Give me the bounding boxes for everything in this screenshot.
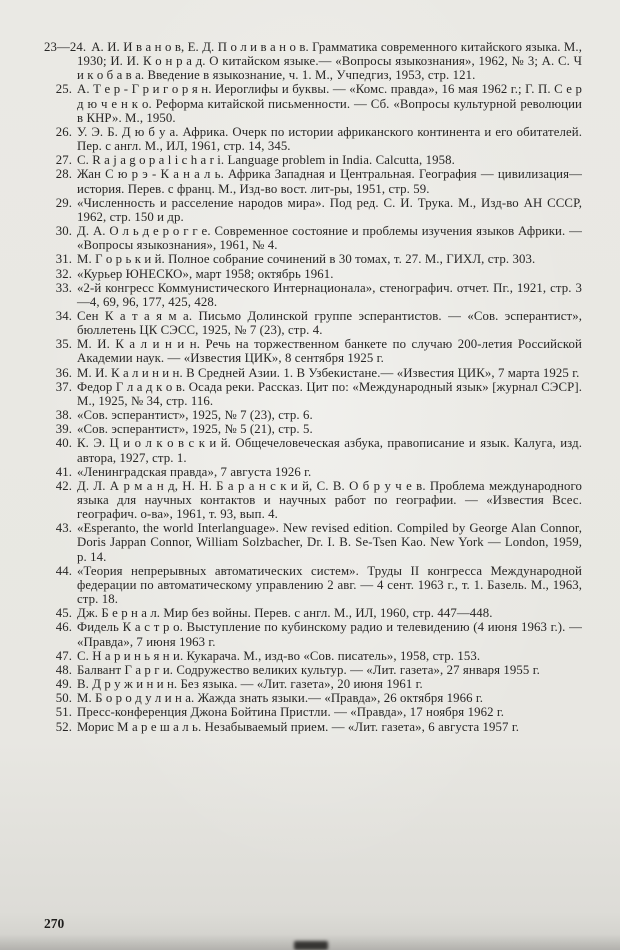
page-bottom-shadow <box>0 934 620 950</box>
entry-number: 23—24. <box>44 40 87 54</box>
list-item <box>44 720 582 734</box>
list-item <box>44 564 582 606</box>
entry-text: Морис М а р е ш а л ь. Незабываемый прием. — «Лит. газета», 6 августа 1957 г. <box>77 719 520 734</box>
entry-text: К. Э. Ц и о л к о в с к и й. Общечеловеческая азбука, правописание и язык. Калуга, изд. автора, 1927, стр. 1. <box>77 436 582 465</box>
entry-text: «Численность и расселение народов мира». Под ред. С. И. Трука. М., Изд-во АН СССР, 1962, стр. 150 и др. <box>77 195 582 224</box>
entry-text: «Сов. эсперантист», 1925, № 7 (23), стр. 6. <box>77 408 313 423</box>
entry-text: Федор Г л а д к о в. Осада реки. Рассказ. Цит по: «Международный язык» [журнал СЭСР]. М., 1925, № 34, стр. 116. <box>77 379 582 408</box>
entry-number: 35. <box>55 337 72 352</box>
entry-number: 27. <box>55 153 72 168</box>
entry-number: 36. <box>55 365 72 380</box>
list-item <box>44 281 582 309</box>
entry-text: В. Д р у ж и н и н. Без языка. — «Лит. газета», 20 июня 1961 г. <box>77 677 423 692</box>
list-item <box>44 663 582 677</box>
list-item <box>44 40 582 82</box>
entry-number: 25. <box>55 82 72 97</box>
entry-text: C. R a j a g o p a l i c h a r i. Language problem in India. Calcutta, 1958. <box>77 153 455 168</box>
entry-text: Д. Л. А р м а н д, Н. Н. Б а р а н с к и й, С. В. О б р у ч е в. Проблема международного языка для научных контактов и научных работ по географии. — «Известия Всес. географич. о-ва», 1961, т. 93, вып. 4. <box>77 478 582 522</box>
entry-text: А. Т е р - Г р и г о р я н. Иероглифы и буквы. — «Комс. правда», 16 мая 1962 г.; Г. П. С е р д ю ч е н к о. Реформа китайской письменности. — Сб. «Вопросы культурной революции в КНР». М., 1950. <box>77 82 582 125</box>
list-item <box>44 436 582 464</box>
list-item <box>44 224 582 252</box>
list-item <box>44 252 582 266</box>
list-item <box>44 677 582 691</box>
list-item <box>44 705 582 719</box>
entry-text: С. Н а р и н ь я н и. Кукарача. М., изд-во «Сов. писатель», 1958, стр. 153. <box>77 648 481 663</box>
list-item <box>44 649 582 663</box>
entry-number: 37. <box>55 379 72 394</box>
entry-number: 32. <box>55 266 72 281</box>
entry-text: У. Э. Б. Д ю б у а. Африка. Очерк по истории африканского континента и его обитателей. Пер. с англ. М., ИЛ, 1961, стр. 14, 345. <box>77 124 582 154</box>
list-item <box>44 366 582 380</box>
entry-number: 52. <box>55 719 72 734</box>
list-item <box>44 465 582 479</box>
entry-text: «Ленинградская правда», 7 августа 1926 г. <box>77 464 312 479</box>
entry-text: Жан С ю р э - К а н а л ь. Африка Западная и Центральная. География — цивилизация—история. Перев. с франц. М., Изд-во вост. лит-ры, 1951, стр. 59. <box>77 167 582 196</box>
entry-text: Д. А. О л ь д е р о г г е. Современное состояние и проблемы изучения языков Африки. — «Вопросы языкознания», 1961, № 4. <box>77 224 582 253</box>
entry-number: 30. <box>55 224 72 239</box>
entry-number: 49. <box>55 677 72 692</box>
list-item <box>44 479 582 521</box>
entry-text: А. И. И в а н о в, Е. Д. П о л и в а н о в. Грамматика современного китайского языка. М., 1930; И. И. К о н р а д. О китайском языке.— «Вопросы языкознания», 1962, № 3; А. С. Ч и к о б а в а. Введение в языкознание, ч. 1. М., Учпедгиз, 1953, стр. 121. <box>77 40 582 83</box>
entry-number: 41. <box>55 464 72 479</box>
entry-text: Пресс-конференция Джона Бойтина Пристли. — «Правда», 17 ноября 1962 г. <box>77 705 505 720</box>
entry-number: 33. <box>55 280 72 295</box>
entry-text: Дж. Б е р н а л. Мир без войны. Перев. с англ. М., ИЛ, 1960, стр. 447—448. <box>77 606 493 621</box>
list-item <box>44 82 582 124</box>
list-item <box>44 691 582 705</box>
entry-text: Фидель К а с т р о. Выступление по кубинскому радио и телевидению (4 июня 1963 г.). — «Правда», 7 июня 1963 г. <box>77 620 582 649</box>
entry-text: М. И. К а л и н и н. Речь на торжественном банкете по случаю 200-летия Российской Академии наук. — «Известия ЦИК», 8 сентября 1925 г. <box>77 337 582 366</box>
list-item <box>44 267 582 281</box>
entry-text: М. Б о р о д у л и н а. Жажда знать языки.— «Правда», 26 октября 1966 г. <box>77 691 484 706</box>
entry-number: 44. <box>55 563 72 578</box>
entry-number: 39. <box>55 422 72 437</box>
entry-number: 51. <box>55 705 72 720</box>
entry-text: «Теория непрерывных автоматических систем». Труды II конгресса Международной федерации по автоматическому управлению 2 авг. — 4 сент. 1963 г., т. 1. Базель. М., 1963, стр. 18. <box>77 563 582 607</box>
list-item <box>44 408 582 422</box>
entry-number: 40. <box>55 436 72 451</box>
bibliography-list <box>44 40 582 734</box>
list-item <box>44 309 582 337</box>
list-item <box>44 167 582 195</box>
entry-text: «Курьер ЮНЕСКО», март 1958; октябрь 1961. <box>77 266 334 281</box>
entry-number: 47. <box>55 648 72 663</box>
list-item <box>44 620 582 648</box>
entry-number: 28. <box>55 167 72 182</box>
entry-number: 48. <box>55 662 72 677</box>
entry-number: 42. <box>55 478 72 493</box>
entry-number: 26. <box>55 124 72 139</box>
list-item <box>44 422 582 436</box>
list-item <box>44 337 582 365</box>
entry-number: 38. <box>55 408 72 423</box>
entry-text: «Сов. эсперантист», 1925, № 5 (21), стр. 5. <box>77 422 313 437</box>
entry-text: Балвант Г а р г и. Содружество великих культур. — «Лит. газета», 27 января 1955 г. <box>77 662 540 677</box>
page-number: 270 <box>44 916 65 931</box>
list-item <box>44 153 582 167</box>
list-item <box>44 521 582 563</box>
list-item <box>44 125 582 153</box>
list-item <box>44 380 582 408</box>
entry-number: 31. <box>55 252 72 267</box>
entry-text: «Esperanto, the world Interlanguage». New revised edition. Compiled by George Alan Connor, Doris Jappan Connor, William Solzbacher, Dr. I. B. Se-Tsen Kao. New York — London, 1959, p. 14. <box>77 521 582 564</box>
entry-number: 43. <box>55 521 72 536</box>
entry-text: «2-й конгресс Коммунистического Интернационала», стенографич. отчет. Пг., 1921, стр. 3—4, 69, 96, 177, 425, 428. <box>77 280 582 309</box>
entry-text: Сен К а т а я м а. Письмо Долинской группе эсперантистов. — «Сов. эсперантист», бюллетень ЦК СЭСС, 1925, № 7 (23), стр. 4. <box>77 308 582 338</box>
entry-number: 34. <box>55 308 72 323</box>
entry-number: 45. <box>55 606 72 621</box>
entry-text: М. И. К а л и н и н. В Средней Азии. 1. В Узбекистане.— «Известия ЦИК», 7 марта 1925 г. <box>77 365 580 380</box>
entry-number: 46. <box>55 620 72 635</box>
list-item <box>44 196 582 224</box>
entry-text: М. Г о р ь к и й. Полное собрание сочинений в 30 томах, т. 27. М., ГИХЛ, стр. 303. <box>77 252 536 267</box>
entry-number: 29. <box>55 195 72 210</box>
entry-number: 50. <box>55 691 72 706</box>
list-item <box>44 606 582 620</box>
